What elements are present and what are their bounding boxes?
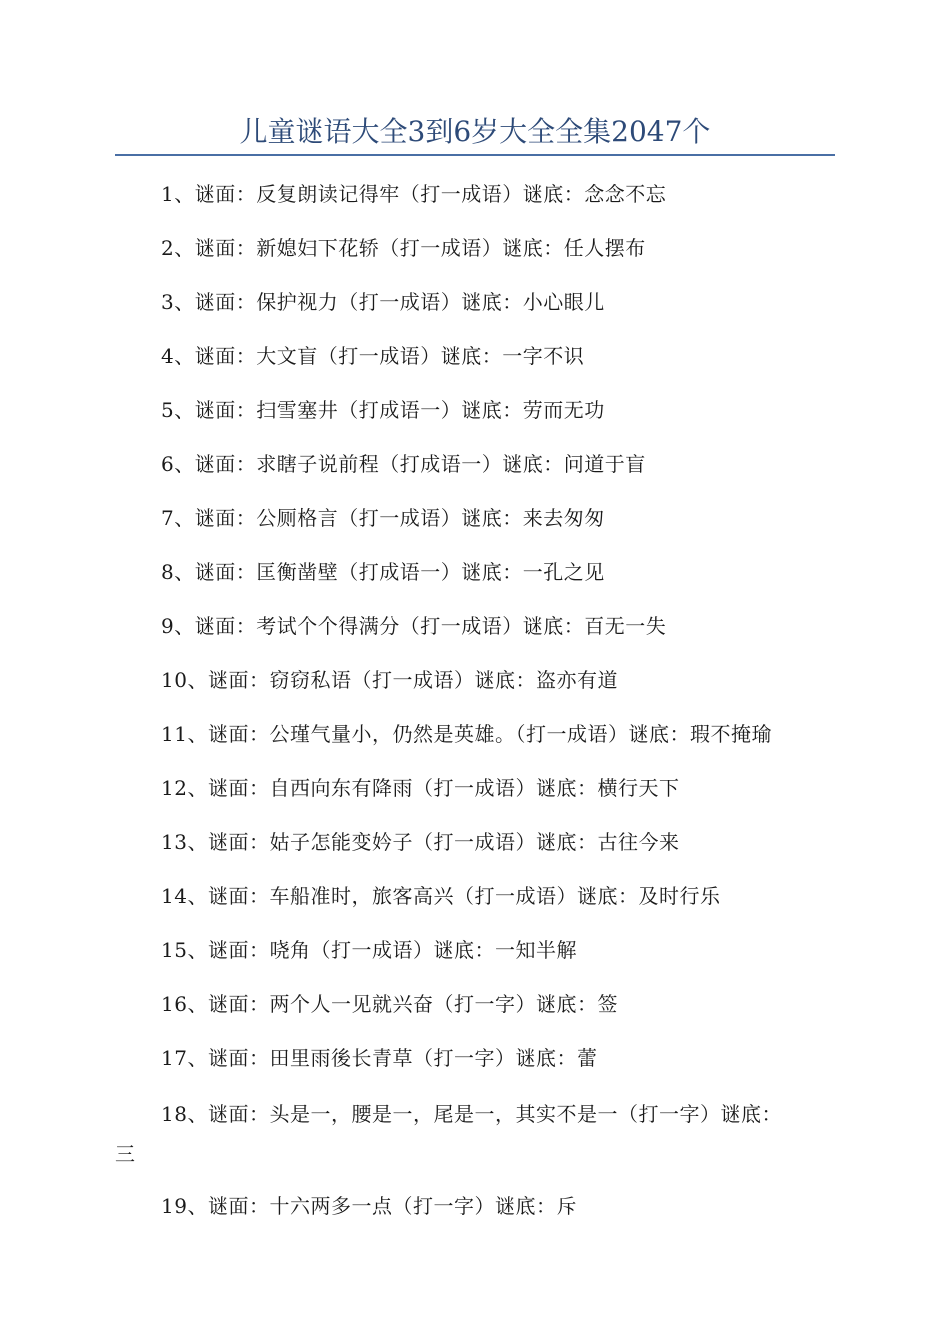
riddle-item: 10、谜面：窃窃私语（打一成语）谜底：盗亦有道 <box>161 668 618 692</box>
riddle-item: 13、谜面：姑子怎能变妗子（打一成语）谜底：古往今来 <box>161 830 680 854</box>
riddle-item: 9、谜面：考试个个得满分（打一成语）谜底：百无一失 <box>161 614 667 638</box>
riddle-item: 6、谜面：求瞎子说前程（打成语一）谜底：问道于盲 <box>161 452 646 476</box>
document-title: 儿童谜语大全3到6岁大全全集2047个 <box>239 115 711 148</box>
riddle-item: 7、谜面：公厕格言（打一成语）谜底：来去匆匆 <box>161 506 605 530</box>
riddle-item: 2、谜面：新媳妇下花轿（打一成语）谜底：任人摆布 <box>161 236 646 260</box>
riddle-item: 1、谜面：反复朗读记得牢（打一成语）谜底：念念不忘 <box>161 182 667 206</box>
riddle-item: 19、谜面：十六两多一点（打一字）谜底：斥 <box>161 1194 577 1218</box>
riddle-text: 18、谜面：头是一，腰是一，尾是一，其实不是一（打一字）谜底： <box>161 1102 782 1126</box>
riddle-list <box>115 176 840 1242</box>
riddle-item: 16、谜面：两个人一见就兴奋（打一字）谜底：签 <box>161 992 618 1016</box>
riddle-item: 4、谜面：大文盲（打一成语）谜底：一字不识 <box>161 344 585 368</box>
riddle-item: 3、谜面：保护视力（打一成语）谜底：小心眼儿 <box>161 290 605 314</box>
riddle-item: 14、谜面：车船准时，旅客高兴（打一成语）谜底：及时行乐 <box>161 884 721 908</box>
riddle-item: 17、谜面：田里雨後长青草（打一字）谜底：蕾 <box>161 1046 598 1070</box>
title-underline <box>115 154 835 156</box>
riddle-item: 8、谜面：匡衡凿壁（打成语一）谜底：一孔之见 <box>161 560 605 584</box>
riddle-item <box>115 1094 840 1174</box>
riddle-item: 15、谜面：哓角（打一成语）谜底：一知半解 <box>161 938 577 962</box>
riddle-item: 5、谜面：扫雪塞井（打成语一）谜底：劳而无功 <box>161 398 605 422</box>
riddle-item: 12、谜面：自西向东有降雨（打一成语）谜底：横行天下 <box>161 776 680 800</box>
riddle-item: 11、谜面：公瑾气量小，仍然是英雄。（打一成语）谜底：瑕不掩瑜 <box>161 722 772 746</box>
riddle-answer-wrapped: 三 <box>115 1142 136 1166</box>
